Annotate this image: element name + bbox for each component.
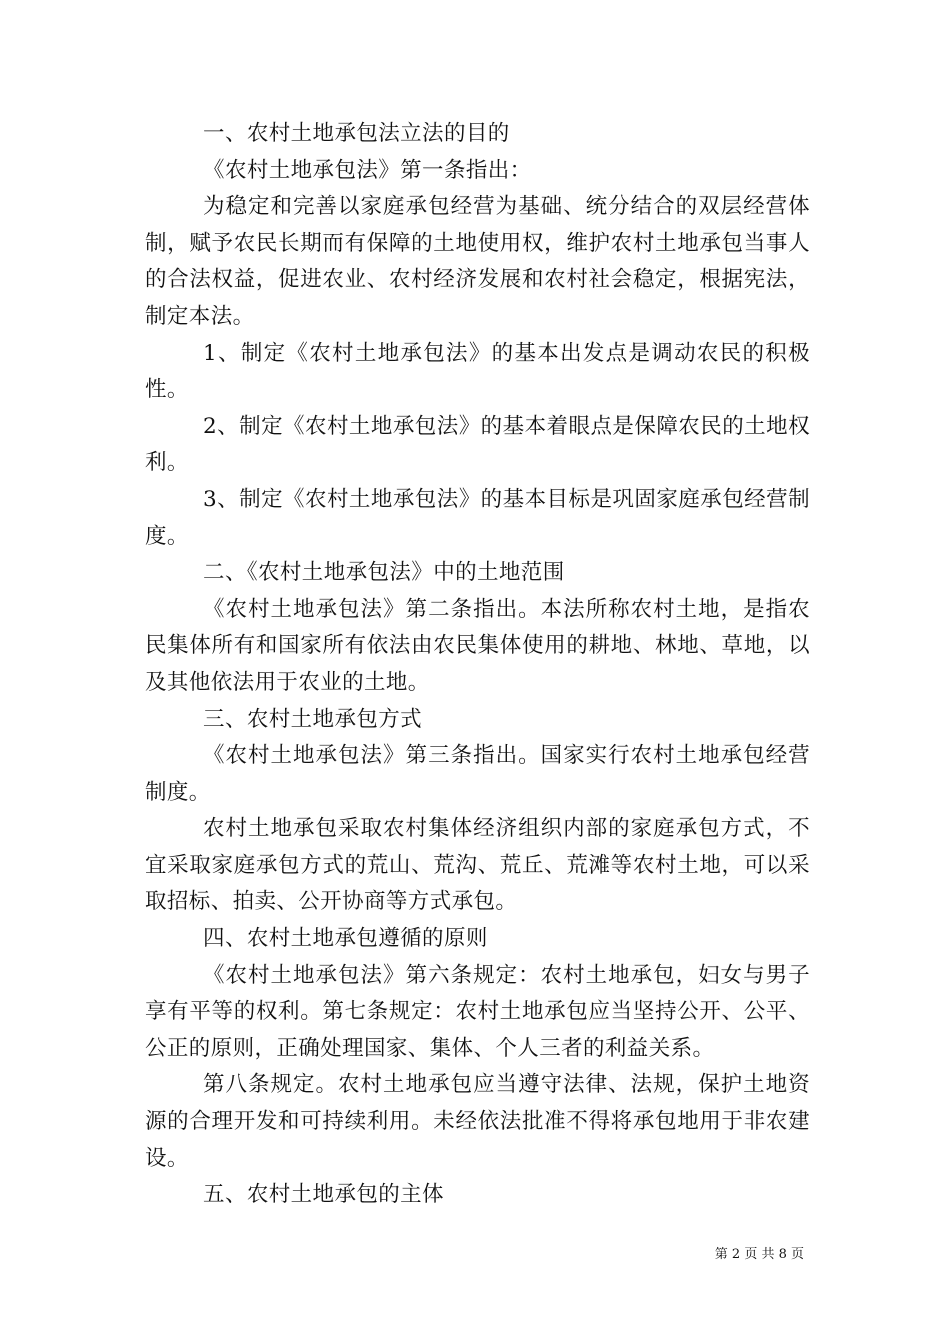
paragraph: 农村土地承包采取农村集体经济组织内部的家庭承包方式，不宜采取家庭承包方式的荒山、荒沟、荒丘、荒滩等农村土地，可以采取招标、拍卖、公开协商等方式承包。: [145, 816, 810, 915]
list-item: 1、制定《农村土地承包法》的基本出发点是调动农民的积极性。: [145, 340, 810, 403]
paragraph: 《农村土地承包法》第二条指出。本法所称农村土地，是指农民集体所有和国家所有依法由农民集体使用的耕地、林地、草地，以及其他依法用于农业的土地。: [145, 596, 810, 695]
paragraph: 为稳定和完善以家庭承包经营为基础、统分结合的双层经营体制，赋予农民长期而有保障的土地使用权，维护农村土地承包当事人的合法权益，促进农业、农村经济发展和农村社会稳定，根据宪法，制定本法。: [145, 194, 810, 329]
heading-section-1: 一、农村土地承包法立法的目的: [203, 121, 510, 146]
heading-section-3: 三、农村土地承包方式: [203, 706, 423, 732]
document-body: [145, 116, 810, 1214]
paragraph: 第八条规定。农村土地承包应当遵守法律、法规，保护土地资源的合理开发和可持续利用。未经依法批准不得将承包地用于非农建设。: [145, 1072, 810, 1171]
heading-section-2: 二、《农村土地承包法》中的土地范围: [203, 560, 565, 586]
heading-section-4: 四、农村土地承包遵循的原则: [203, 926, 488, 952]
page-number: 第 2 页 共 8 页: [714, 1247, 804, 1262]
heading-section-5: 五、农村土地承包的主体: [203, 1182, 444, 1208]
list-item: 2、制定《农村土地承包法》的基本着眼点是保障农民的土地权利。: [145, 413, 810, 476]
paragraph: 《农村土地承包法》第三条指出。国家实行农村土地承包经营制度。: [145, 743, 810, 805]
paragraph: 《农村土地承包法》第六条规定：农村土地承包，妇女与男子享有平等的权利。第七条规定：农村土地承包应当坚持公开、公平、公正的原则，正确处理国家、集体、个人三者的利益关系。: [145, 962, 810, 1061]
paragraph: 《农村土地承包法》第一条指出：: [203, 157, 532, 183]
list-item: 3、制定《农村土地承包法》的基本目标是巩固家庭承包经营制度。: [145, 486, 810, 549]
